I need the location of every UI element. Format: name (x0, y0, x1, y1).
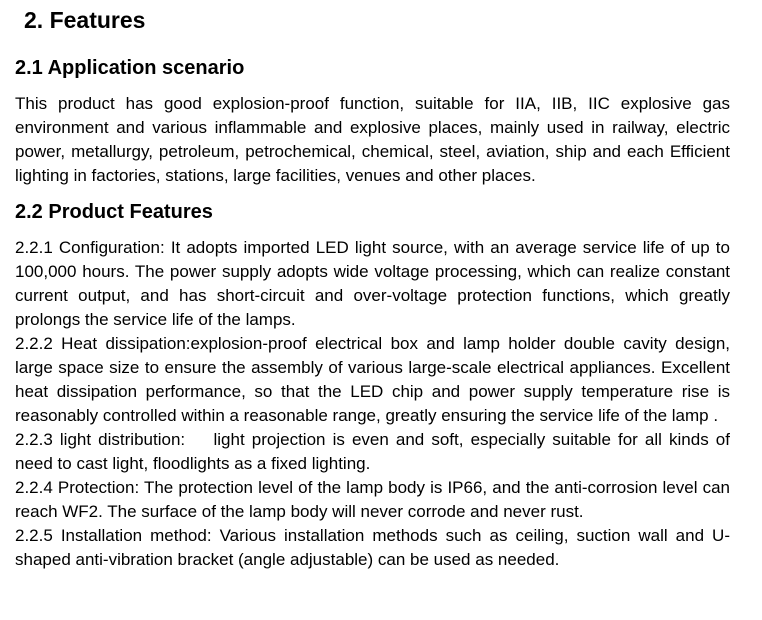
feature-installation-paragraph: 2.2.5 Installation method: Various installation methods such as ceiling, suction wall and U-shaped anti-vibration bracket (angle adjustable) can be used as needed. (15, 526, 730, 569)
application-scenario-heading: 2.1 Application scenario (15, 57, 245, 79)
product-features-list (15, 236, 735, 572)
feature-protection-paragraph: 2.2.4 Protection: The protection level of the lamp body is IP66, and the anti-corrosion level can reach WF2. The surface of the lamp body will never corrode and never rust. (15, 478, 730, 521)
section-title: 2. Features (24, 7, 146, 33)
feature-heat-dissipation-paragraph: 2.2.2 Heat dissipation:explosion-proof electrical box and lamp holder double cavity design, large space size to ensure the assembly of various large-scale electrical appliances. Excellent heat dissipation performance, so that the LED chip and power supply temperature rise is reasonably controlled within a reasonable range, greatly ensuring the service life of the lamp . (15, 334, 730, 425)
product-features-heading: 2.2 Product Features (15, 201, 213, 223)
application-scenario-paragraph: This product has good explosion-proof function, suitable for IIA, IIB, IIC explosive gas environment and various inflammable and explosive places, mainly used in railway, electric power, metallurgy, petroleum, petrochemical, chemical, steel, aviation, ship and each Efficient lighting in factories, stations, large facilities, venues and other places. (15, 94, 730, 185)
feature-light-distribution-paragraph: 2.2.3 light distribution: light projection is even and soft, especially suitable for all kinds of need to cast light, floodlights as a fixed lighting. (15, 430, 735, 473)
feature-configuration-paragraph: 2.2.1 Configuration: It adopts imported LED light source, with an average service life of up to 100,000 hours. The power supply adopts wide voltage processing, which can realize constant current output, and has short-circuit and over-voltage protection functions, which greatly prolongs the service life of the lamps. (15, 238, 730, 329)
